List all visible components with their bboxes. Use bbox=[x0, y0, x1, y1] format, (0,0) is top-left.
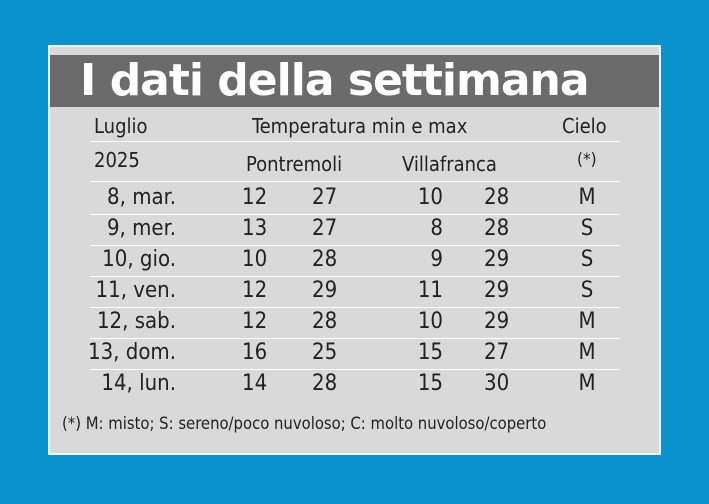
city-villafranca-header: Villafranca bbox=[402, 152, 497, 176]
row-divider bbox=[90, 245, 620, 246]
row-divider bbox=[90, 276, 620, 277]
villafranca-min-cell: 8 bbox=[430, 216, 443, 241]
sky-cell: M bbox=[578, 309, 596, 334]
date-cell: 13, dom. bbox=[88, 340, 176, 365]
pontremoli-min-cell: 13 bbox=[242, 216, 268, 241]
year-header: 2025 bbox=[94, 148, 140, 172]
header-divider bbox=[90, 181, 620, 182]
sky-note-header: (*) bbox=[577, 150, 597, 170]
villafranca-max-cell: 28 bbox=[484, 216, 510, 241]
header-divider bbox=[90, 141, 620, 142]
city-pontremoli-header: Pontremoli bbox=[246, 152, 343, 176]
villafranca-max-cell: 29 bbox=[484, 309, 510, 334]
sky-cell: S bbox=[580, 216, 594, 241]
villafranca-max-cell: 30 bbox=[484, 371, 510, 396]
month-header: Luglio bbox=[94, 114, 148, 138]
pontremoli-max-cell: 29 bbox=[312, 278, 338, 303]
pontremoli-max-cell: 28 bbox=[312, 247, 338, 272]
footnote: (*) M: misto; S: sereno/poco nuvoloso; C: molto nuvoloso/coperto bbox=[62, 414, 547, 433]
row-divider bbox=[90, 214, 620, 215]
date-cell: 8, mar. bbox=[107, 185, 176, 210]
weather-table-panel bbox=[48, 45, 661, 455]
title-bar bbox=[50, 55, 659, 107]
villafranca-max-cell: 29 bbox=[484, 278, 510, 303]
date-cell: 11, ven. bbox=[95, 278, 176, 303]
pontremoli-min-cell: 10 bbox=[242, 247, 268, 272]
pontremoli-min-cell: 12 bbox=[242, 185, 268, 210]
villafranca-min-cell: 15 bbox=[417, 340, 443, 365]
villafranca-min-cell: 9 bbox=[430, 247, 443, 272]
row-divider bbox=[90, 307, 620, 308]
row-divider bbox=[90, 338, 620, 339]
sky-cell: S bbox=[580, 247, 594, 272]
pontremoli-min-cell: 14 bbox=[242, 371, 268, 396]
villafranca-min-cell: 11 bbox=[417, 278, 443, 303]
date-cell: 10, gio. bbox=[102, 247, 176, 272]
pontremoli-max-cell: 28 bbox=[312, 371, 338, 396]
sky-header: Cielo bbox=[562, 114, 607, 138]
pontremoli-max-cell: 27 bbox=[312, 216, 338, 241]
villafranca-max-cell: 28 bbox=[484, 185, 510, 210]
sky-cell: M bbox=[578, 185, 596, 210]
villafranca-max-cell: 27 bbox=[484, 340, 510, 365]
villafranca-max-cell: 29 bbox=[484, 247, 510, 272]
temperature-header: Temperatura min e max bbox=[252, 114, 468, 138]
villafranca-min-cell: 10 bbox=[417, 185, 443, 210]
sky-cell: S bbox=[580, 278, 594, 303]
date-cell: 12, sab. bbox=[96, 309, 176, 334]
row-divider bbox=[90, 369, 620, 370]
date-cell: 14, lun. bbox=[101, 371, 176, 396]
villafranca-min-cell: 10 bbox=[417, 309, 443, 334]
pontremoli-min-cell: 16 bbox=[242, 340, 268, 365]
sky-cell: M bbox=[578, 371, 596, 396]
pontremoli-min-cell: 12 bbox=[242, 309, 268, 334]
date-cell: 9, mer. bbox=[106, 216, 176, 241]
pontremoli-max-cell: 27 bbox=[312, 185, 338, 210]
sky-cell: M bbox=[578, 340, 596, 365]
pontremoli-max-cell: 25 bbox=[312, 340, 338, 365]
pontremoli-min-cell: 12 bbox=[242, 278, 268, 303]
pontremoli-max-cell: 28 bbox=[312, 309, 338, 334]
villafranca-min-cell: 15 bbox=[417, 371, 443, 396]
page-title: I dati della settimana bbox=[80, 55, 589, 106]
